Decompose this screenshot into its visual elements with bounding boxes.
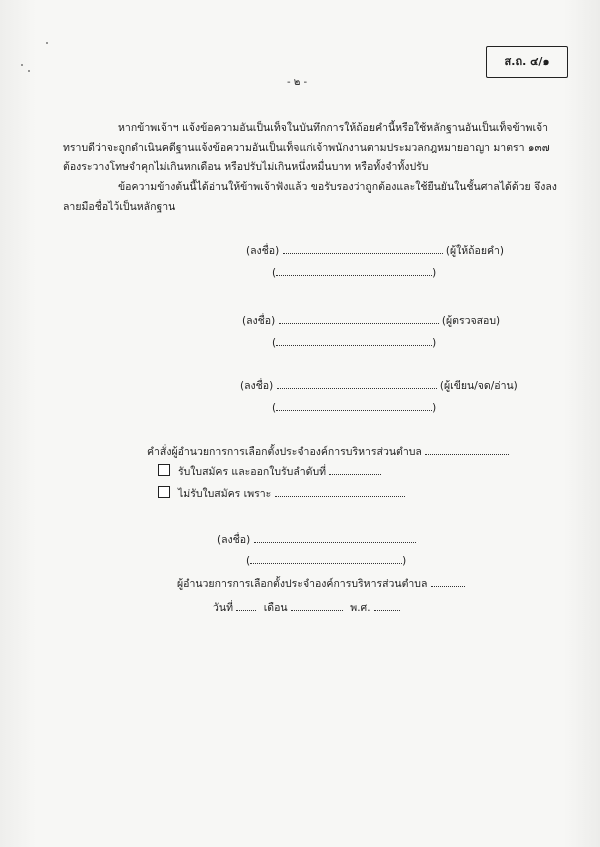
name-line[interactable] <box>276 335 432 346</box>
signature-line[interactable] <box>283 243 443 254</box>
page-number: - ๒ - <box>287 77 308 88</box>
date-line: วันที่ เดือน พ.ศ. <box>213 600 400 615</box>
tambon-name-line[interactable] <box>425 444 509 455</box>
name-parentheses-writer[interactable]: ( ) <box>272 402 437 414</box>
scan-speck <box>21 64 23 66</box>
director-title: ผู้อำนวยการการเลือกตั้งประจำองค์การบริหารส่วนตำบล <box>177 576 465 591</box>
sign-prefix: (ลงชื่อ) <box>246 245 280 257</box>
director-name-parentheses[interactable]: ( ) <box>246 555 407 567</box>
sign-prefix: (ลงชื่อ) <box>240 380 274 392</box>
reject-checkbox[interactable] <box>158 486 170 498</box>
signature-line[interactable] <box>279 313 439 324</box>
certify-line-2: ลายมือชื่อไว้เป็นหลักฐาน <box>63 201 176 213</box>
tambon-name-line[interactable] <box>431 576 465 587</box>
scan-speck <box>28 70 30 72</box>
signature-line[interactable] <box>277 378 437 389</box>
warning-line-3: ต้องระวางโทษจำคุกไม่เกินหกเดือน หรือปรับไม่เกินหนึ่งหมื่นบาท หรือทั้งจำทั้งปรับ <box>63 161 429 173</box>
warning-line-1: หากข้าพเจ้าฯ แจ้งข้อความอันเป็นเท็จในบันทึกการให้ถ้อยคำนี้หรือใช้หลักฐานอันเป็นเท็จข้าพเจ้า <box>118 122 549 134</box>
signature-giver[interactable] <box>246 243 504 258</box>
year-field[interactable] <box>374 600 400 611</box>
name-line[interactable] <box>276 400 432 411</box>
order-heading: คำสั่งผู้อำนวยการการเลือกตั้งประจำองค์การบริหารส่วนตำบล <box>147 444 509 459</box>
director-signature[interactable] <box>217 532 416 547</box>
month-field[interactable] <box>291 600 343 611</box>
role-label: (ผู้ตรวจสอบ) <box>441 315 501 327</box>
signature-line[interactable] <box>254 532 416 543</box>
sign-prefix: (ลงชื่อ) <box>217 534 251 546</box>
signature-checker[interactable] <box>242 313 500 328</box>
form-code-box: ส.ถ. ๔/๑ <box>486 46 568 78</box>
warning-line-2: ทราบดีว่าจะถูกดำเนินคดีฐานแจ้งข้อความอันเป็นเท็จแก่เจ้าพนักงานตามประมวลกฎหมายอาญา มาตรา ๑๓๗ <box>63 142 550 154</box>
day-field[interactable] <box>236 600 256 611</box>
sign-prefix: (ลงชื่อ) <box>242 315 276 327</box>
accept-checkbox[interactable] <box>158 464 170 476</box>
name-line[interactable] <box>276 265 432 276</box>
name-line[interactable] <box>250 553 402 564</box>
signature-writer[interactable] <box>240 378 518 393</box>
name-parentheses-giver[interactable]: ( ) <box>272 267 437 279</box>
reject-reason-line[interactable] <box>275 486 405 497</box>
scan-speck <box>46 42 48 44</box>
certify-line-1: ข้อความข้างต้นนี้ได้อ่านให้ข้าพเจ้าฟังแล้ว ขอรับรองว่าถูกต้องและใช้ยืนยันในชั้นศาลได้ด้วย จึงลง <box>118 181 557 193</box>
receipt-number-line[interactable] <box>329 464 381 475</box>
role-label: (ผู้เขียน/จด/อ่าน) <box>439 380 518 392</box>
name-parentheses-checker[interactable]: ( ) <box>272 337 437 349</box>
role-label: (ผู้ให้ถ้อยคำ) <box>445 245 505 257</box>
reject-option: ไม่รับใบสมัคร เพราะ <box>178 486 405 501</box>
accept-option: รับใบสมัคร และออกใบรับลำดับที่ <box>178 464 381 479</box>
